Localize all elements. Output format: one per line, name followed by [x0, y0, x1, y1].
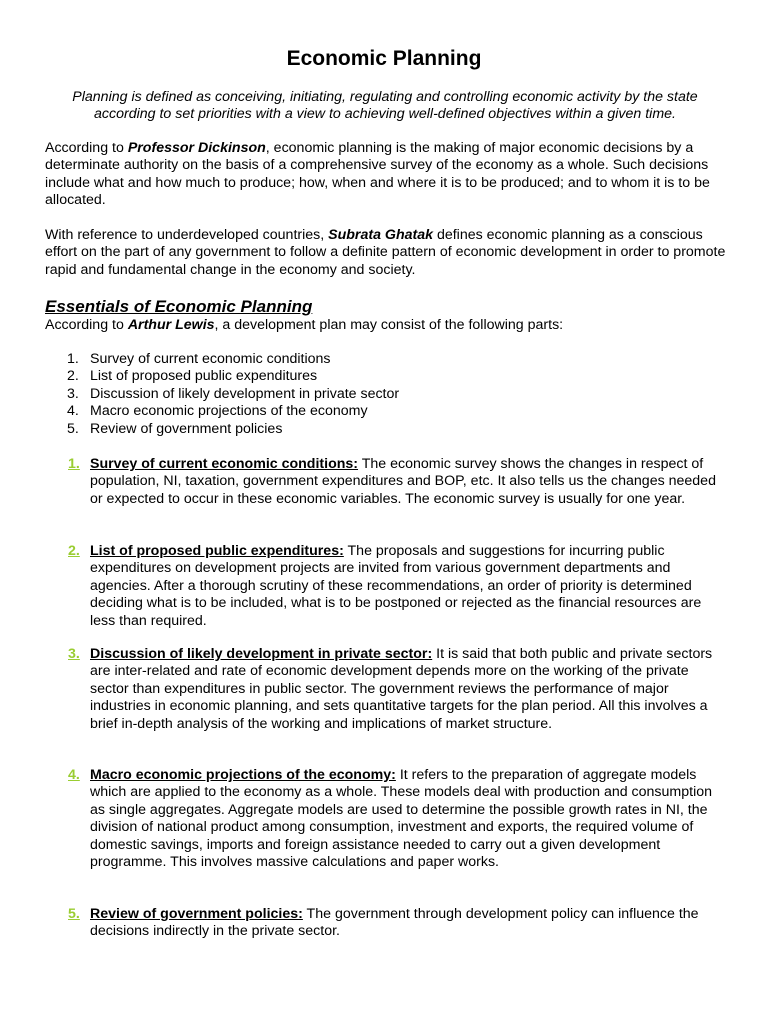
- list-number: 3.: [67, 385, 79, 402]
- list-text: List of proposed public expenditures: [90, 368, 318, 385]
- detail-text: The government through development policy can influence the decisions indirectly in the private sector.: [90, 906, 699, 940]
- detail-text: The proposals and suggestions for incurring public expenditures on development projects are invited from various government departments and agencies. After a thorough scrutiny of these recommendations, an order of priority is determined deciding what is to be included, what is to be postponed or rejected as the financial resources are less than required.: [90, 543, 702, 629]
- list-text: Review of government policies: [90, 420, 283, 437]
- ghatak-paragraph: [45, 227, 730, 279]
- list-item: [67, 368, 399, 385]
- intro-definition: Planning is defined as conceiving, initiating, regulating and controlling economic activity by the state according to set priorities with a view to achieving well-defined objectives within a given time.: [72, 89, 698, 123]
- paragraph-text: , a development plan may consist of the following parts:: [214, 317, 564, 333]
- parts-list: [67, 351, 399, 438]
- section-heading: Essentials of Economic Planning: [45, 297, 313, 316]
- detail-text: It refers to the preparation of aggregate models which are applied to the economy as a whole. These models deal with production and consumption as single aggregates. Aggregate models are used to determine the possible growth rates in NI, the division of national product among consumption, investment and exports, the required volume of domestic savings, imports and foreign assistance needed to carry out a given development programme. This involves massive calculations and paper works.: [90, 767, 712, 871]
- author-name: Arthur Lewis: [127, 317, 215, 333]
- paragraph-prefix: According to: [45, 140, 128, 156]
- detail-number: 2.: [68, 543, 80, 559]
- list-number: 5.: [67, 420, 79, 437]
- detail-heading: Review of government policies:: [90, 906, 303, 922]
- detail-heading: Macro economic projections of the economy:: [90, 767, 396, 783]
- paragraph-prefix: With reference to underdeveloped countries,: [45, 227, 329, 243]
- detail-number: 4.: [68, 767, 80, 783]
- list-text: Survey of current economic conditions: [90, 351, 331, 367]
- detail-item-survey: [68, 456, 730, 508]
- list-item: [67, 421, 399, 438]
- detail-item-macro-projections: [68, 767, 730, 871]
- paragraph-prefix: According to: [45, 317, 128, 333]
- detail-number: 5.: [68, 906, 80, 922]
- detail-body: [90, 543, 730, 630]
- detail-text: It is said that both public and private sectors are inter-related and rate of economic development depends more on the working of the private sector than expenditures in public sector. The government reviews the performance of major industries in economic planning, and sets quantitative targets for the plan period. All this involves a brief in-depth analysis of the working and implications of market structure.: [90, 646, 713, 732]
- detail-body: [90, 646, 730, 733]
- detail-number: 1.: [68, 456, 80, 472]
- dickinson-paragraph: [45, 140, 730, 210]
- paragraph-text: , economic planning is the making of major economic decisions by a determinate authority on the basis of a comprehensive survey of the economy as a whole. Such decisions include what and how much to produce; how, when and where it is to be produced; and to whom it is to be allocated.: [45, 140, 710, 209]
- detail-body: [90, 767, 730, 871]
- detail-item-private-sector: [68, 646, 730, 733]
- list-item: [67, 403, 399, 420]
- detail-body: [90, 456, 730, 508]
- page-title: Economic Planning: [286, 47, 482, 70]
- list-item: [67, 351, 399, 368]
- list-text: Macro economic projections of the economy: [90, 403, 368, 420]
- author-name: Professor Dickinson: [127, 140, 266, 156]
- detail-body: [90, 906, 730, 941]
- lewis-paragraph: [45, 317, 730, 334]
- detail-number: 3.: [68, 646, 80, 662]
- list-number: 1.: [67, 351, 79, 367]
- author-name: Subrata Ghatak: [328, 227, 434, 243]
- paragraph-text: defines economic planning as a conscious effort on the part of any government to follow a definite pattern of economic development in order to promote rapid and fundamental change in the economy and society.: [45, 227, 726, 278]
- detail-heading: Survey of current economic conditions:: [90, 456, 359, 472]
- list-item: [67, 386, 399, 403]
- detail-item-government-policies: [68, 906, 730, 941]
- detail-item-expenditures: [68, 543, 730, 630]
- list-number: 4.: [67, 403, 79, 420]
- list-text: Discussion of likely development in private sector: [90, 385, 400, 402]
- detail-heading: List of proposed public expenditures:: [90, 543, 344, 559]
- list-number: 2.: [67, 368, 79, 385]
- detail-heading: Discussion of likely development in private sector:: [90, 646, 433, 662]
- detail-text: The economic survey shows the changes in respect of population, NI, taxation, government expenditures and BOP, etc. It also tells us the changes needed or expected to occur in these economic variables. The economic survey is usually for one year.: [90, 456, 716, 507]
